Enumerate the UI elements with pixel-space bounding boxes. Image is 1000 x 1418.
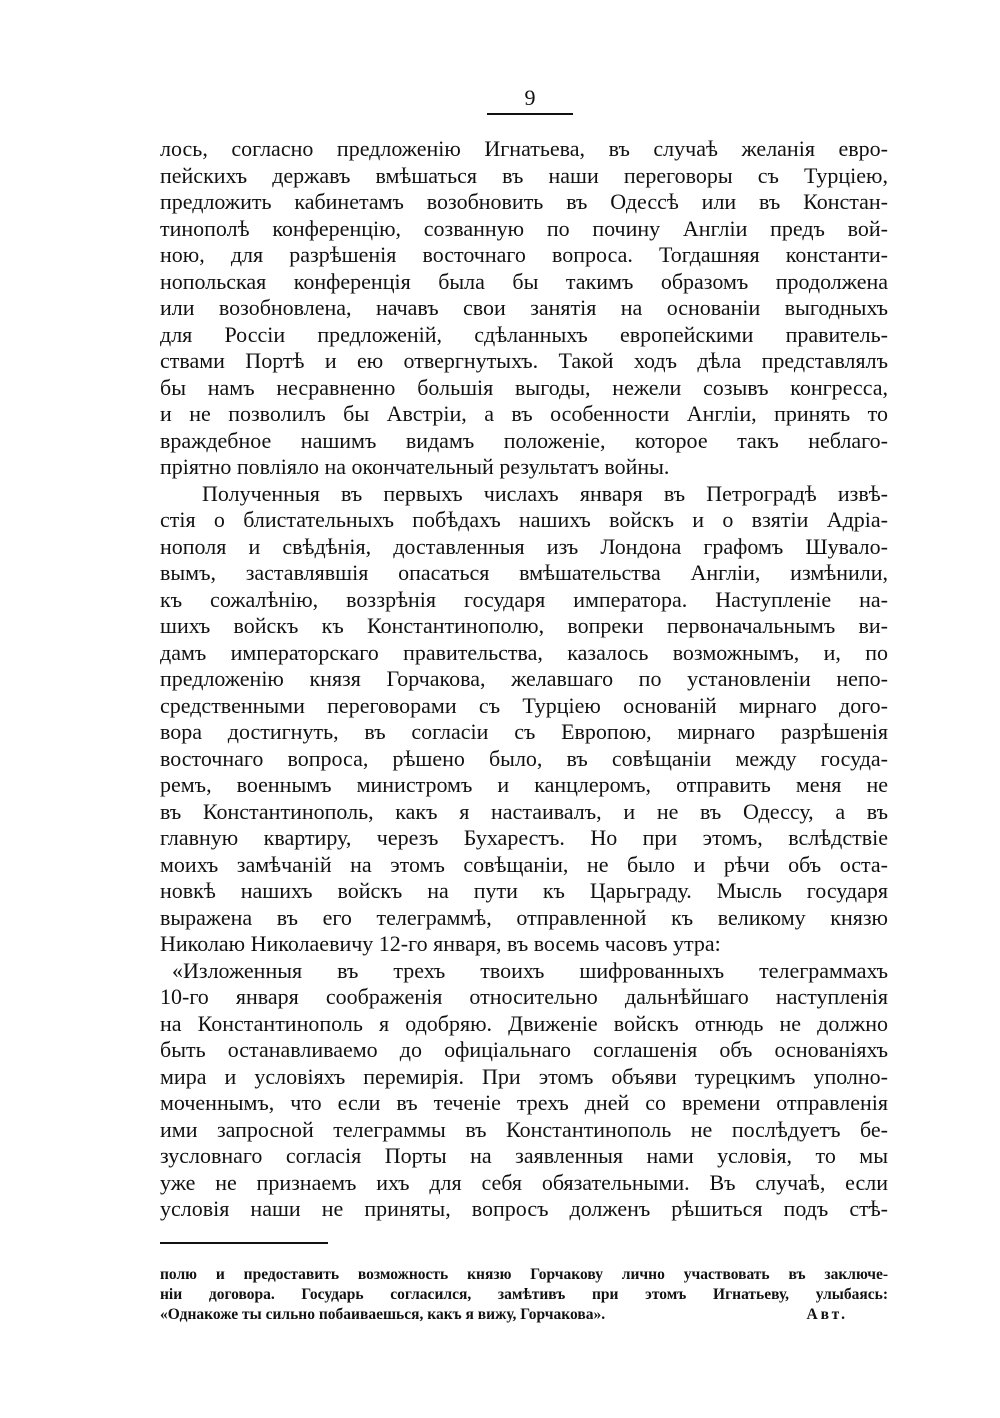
text-line: нопольская конференція была бы такимъ образомъ продолжена — [160, 268, 888, 294]
text-line: быть останавливаемо до офиціальнаго соглашенія объ основаніяхъ — [160, 1037, 888, 1062]
text-line: моихъ замѣчаній на этомъ совѣщаніи, не было и рѣчи объ оста- — [160, 851, 888, 877]
paragraph-2 — [160, 481, 888, 958]
text-line: пріятно повліяло на окончательный результатъ войны. — [160, 454, 670, 479]
text-line: ною, для разрѣшенія восточнаго вопроса. Тогдашняя константи- — [160, 242, 888, 267]
text-line: уже не признаемъ ихъ для себя обязательными. Въ случаѣ, если — [160, 1169, 888, 1195]
text-line: шихъ войскъ къ Константинополю, вопреки первоначальнымъ ви- — [160, 613, 888, 638]
text-line: моченнымъ, что если въ теченіе трехъ дней со времени отправленія — [160, 1090, 888, 1115]
paragraph-3-quote — [160, 958, 888, 1223]
text-line: или возобновлена, начавъ свои занятія на основаніи выгодныхъ — [160, 295, 888, 320]
text-line: ствами Портѣ и ею отвергнутыхъ. Такой ходъ дѣла представлялъ — [160, 348, 888, 373]
text-line: для Россіи предложеній, сдѣланныхъ европейскими правитель- — [160, 321, 888, 347]
text-line: условія наши не приняты, вопросъ долженъ рѣшиться подъ стѣ- — [160, 1196, 888, 1221]
text-line: враждебное нашимъ видамъ положеніе, которое такъ неблаго- — [160, 427, 888, 453]
text-line: новкѣ нашихъ войскъ на пути къ Царьграду. Мысль государя — [160, 878, 888, 903]
text-line: «Изложенныя въ трехъ твоихъ шифрованныхъ телеграммахъ — [172, 957, 888, 983]
text-line: лось, согласно предложенію Игнатьева, въ случаѣ желанія евро- — [160, 136, 888, 161]
text-line: къ сожалѣнію, воззрѣнія государя императора. Наступленіе на- — [160, 586, 888, 612]
text-line: въ Константинополь, какъ я настаивалъ, и не въ Одессу, а въ — [160, 798, 888, 824]
text-line: ремъ, военнымъ министромъ и канцлеромъ, отправить меня не — [160, 772, 888, 797]
text-line: пейскихъ державъ вмѣшаться въ наши переговоры съ Турціею, — [160, 162, 888, 188]
text-line: восточнаго вопроса, рѣшено было, въ совѣщаніи между госуда- — [160, 745, 888, 771]
text-line: на Константинополь я одобряю. Движеніе войскъ отнюдь не должно — [160, 1010, 888, 1036]
text-line: средственными переговорами съ Турціею основаній мирнаго дого- — [160, 692, 888, 718]
text-line: 10-го января соображенія относительно дальнѣйшаго наступленія — [160, 984, 888, 1009]
text-line: предложенію князя Горчакова, желавшаго по установленіи непо- — [160, 666, 888, 691]
footnote-last-line — [160, 1305, 888, 1325]
text-line: стія о блистательныхъ побѣдахъ нашихъ войскъ и о взятіи Адріа- — [160, 507, 888, 532]
text-line: ими запросной телеграммы въ Константинополь не послѣдуетъ бе- — [160, 1116, 888, 1142]
text-line: выражена въ его телеграммѣ, отправленной къ великому князю — [160, 904, 888, 930]
text-line: вора достигнуть, въ согласіи съ Европою, мирнаго разрѣшенія — [160, 719, 888, 744]
text-line: главную квартиру, черезъ Бухарестъ. Но при этомъ, вслѣдствіе — [160, 825, 888, 850]
body-text — [160, 136, 888, 1223]
text-line: вымъ, заставлявшія опасаться вмѣшательства Англіи, измѣнили, — [160, 560, 888, 585]
text-line: зусловнаго согласія Порты на заявленныя нами условія, то мы — [160, 1143, 888, 1168]
text-line: Николаю Николаевичу 12-го января, въ восемь часовъ утра: — [160, 931, 721, 956]
footnote — [160, 1265, 888, 1325]
footnote-rule — [160, 1242, 328, 1244]
page-number-rule — [487, 113, 573, 115]
footnote-signature: Авт. — [806, 1306, 848, 1323]
footnote-line: полю и предоставить возможность князю Горчакову лично участвовать въ заключе- — [160, 1266, 888, 1283]
footnote-line: ніи договора. Государь согласился, замѣтивъ при этомъ Игнатьеву, улыбаясь: — [160, 1286, 888, 1303]
footnote-line: «Однакоже ты сильно побаиваешься, какъ я вижу, Горчакова». — [160, 1306, 606, 1323]
text-line: бы намъ несравненно большія выгоды, нежели созывъ конгресса, — [160, 374, 888, 400]
text-line: и не позволилъ бы Австріи, а въ особенности Англіи, принять то — [160, 401, 888, 426]
paragraph-1 — [160, 136, 888, 481]
text-line: тинополѣ конференцію, созванную по почину Англіи предъ вой- — [160, 215, 888, 241]
text-line: предложить кабинетамъ возобновить въ Одессѣ или въ Констан- — [160, 189, 888, 214]
text-line: мира и условіяхъ перемирія. При этомъ объяви турецкимъ уполно- — [160, 1063, 888, 1089]
text-line: нополя и свѣдѣнія, доставленныя изъ Лондона графомъ Шувало- — [160, 533, 888, 559]
text-line: Полученныя въ первыхъ числахъ января въ Петроградѣ извѣ- — [202, 480, 888, 506]
text-line: дамъ императорскаго правительства, казалось возможнымъ, и, по — [160, 639, 888, 665]
page-number: 9 — [524, 85, 536, 110]
